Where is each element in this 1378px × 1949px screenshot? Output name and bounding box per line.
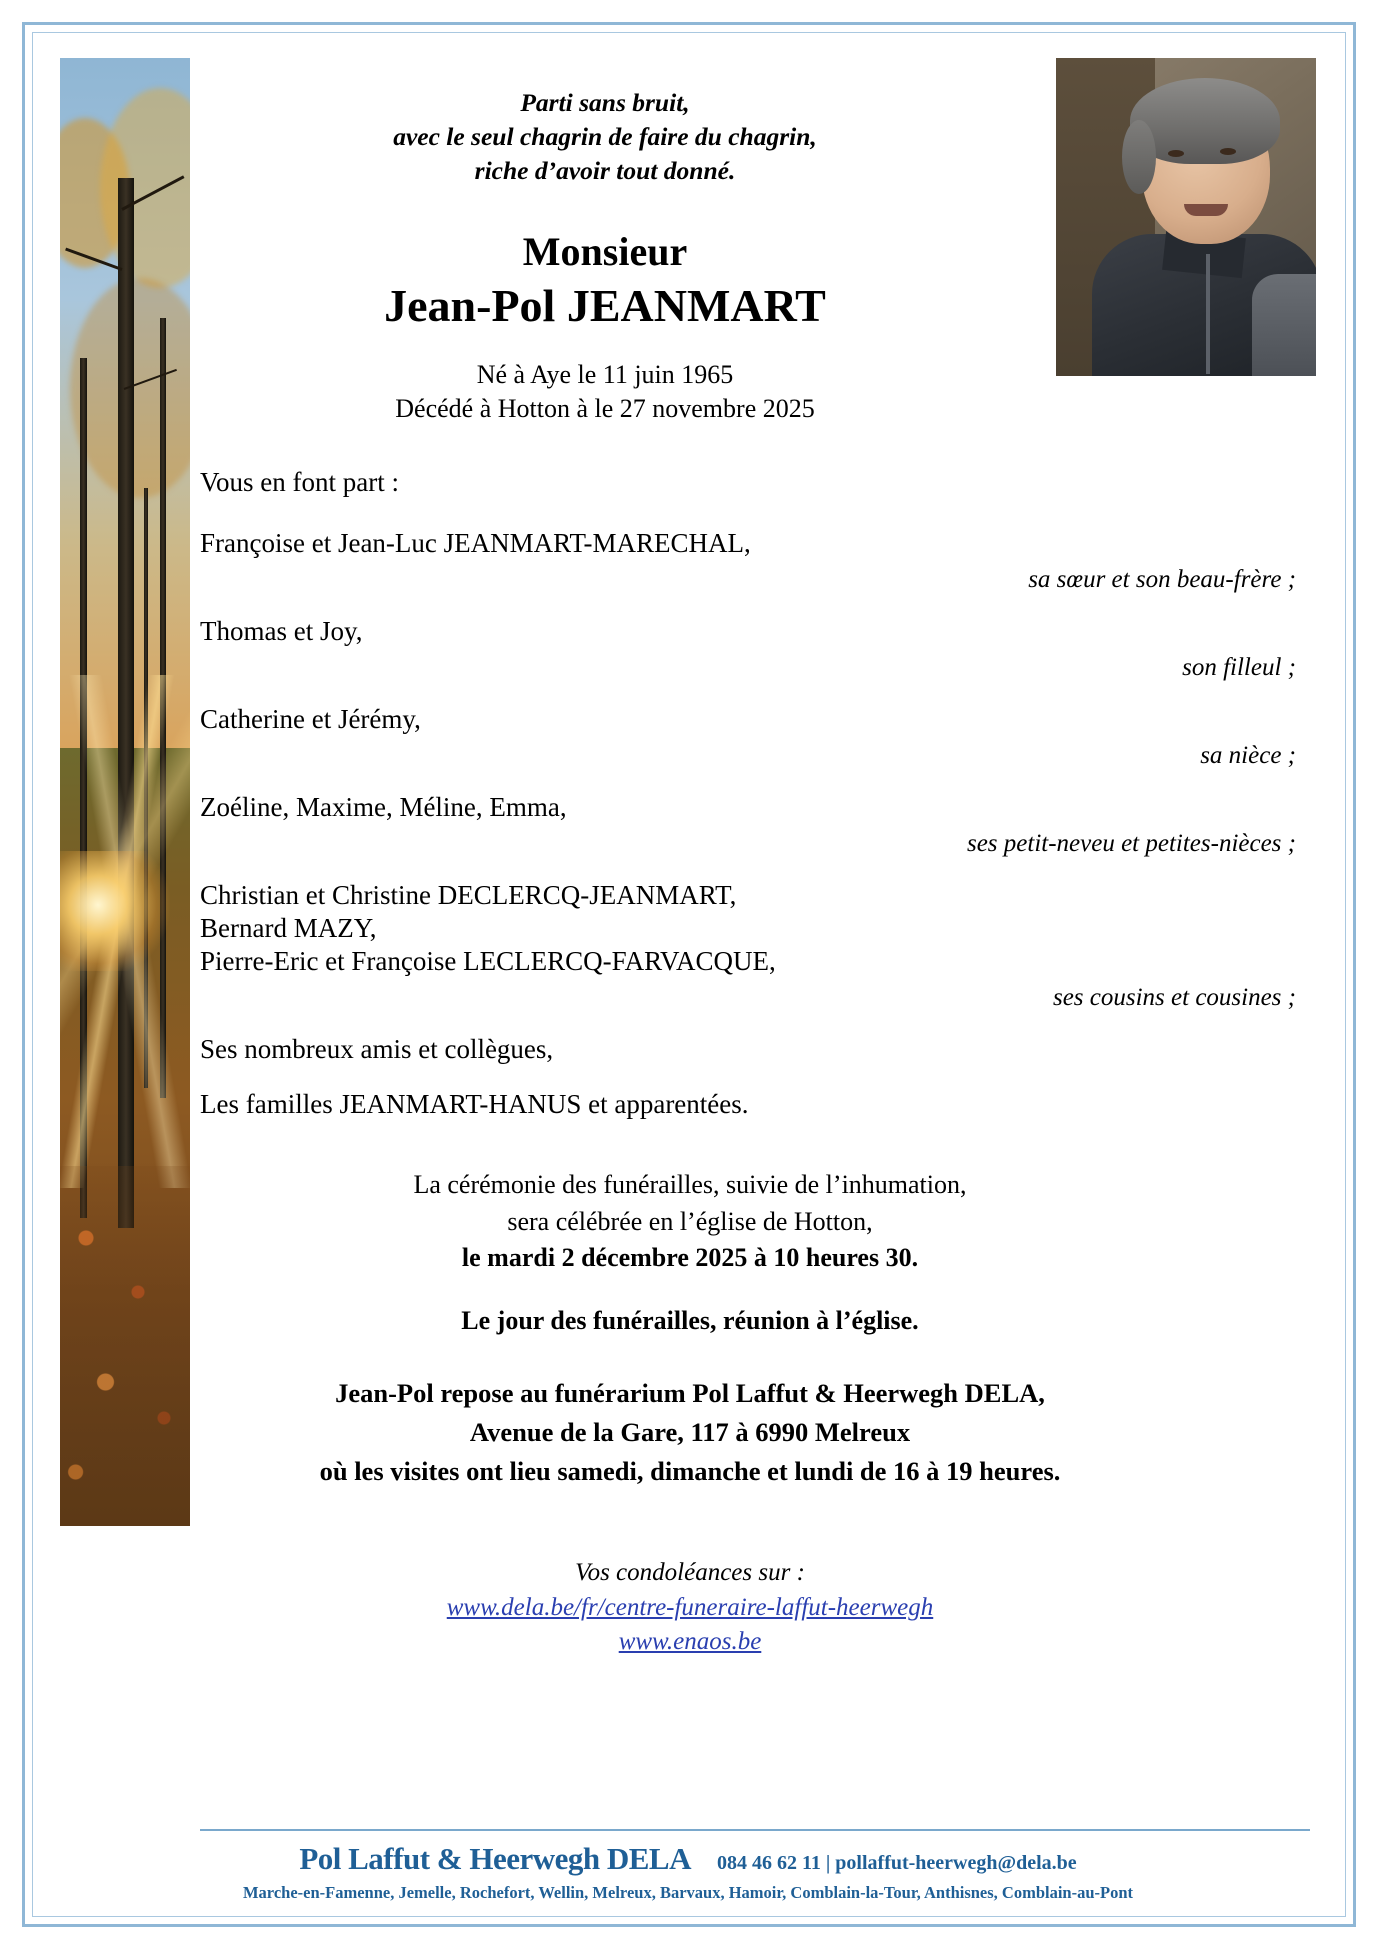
epitaph xyxy=(200,86,1310,188)
family-member-relation: sa sœur et son beau-frère ; xyxy=(1028,566,1296,594)
cousin-name: Christian et Christine DECLERCQ-JEANMART, xyxy=(200,879,737,910)
family-member-relation: sa nièce ; xyxy=(1200,742,1296,770)
memorial-content xyxy=(200,58,1310,1660)
epitaph-line-2: avec le seul chagrin de faire du chagrin, xyxy=(393,122,817,152)
ceremony-line-2: sera célébrée en l’église de Hotton, xyxy=(507,1206,873,1236)
life-dates xyxy=(200,358,1310,426)
announcement-section xyxy=(200,468,1310,1121)
birth-line: Né à Aye le 11 juin 1965 xyxy=(476,360,734,390)
funerarium-section xyxy=(200,1374,1310,1490)
condolences-section xyxy=(200,1556,1310,1660)
family-member-names: Thomas et Joy, xyxy=(200,616,363,647)
funerarium-address: Avenue de la Gare, 117 à 6990 Melreux xyxy=(469,1416,911,1447)
photo-sun xyxy=(60,851,170,971)
honorific: Monsieur xyxy=(522,229,688,275)
company-locations: Marche-en-Famenne, Jemelle, Rochefort, Wellin, Melreux, Barvaux, Hamoir, Comblain-la-Tour, Anthisnes, Comblain-au-Pont xyxy=(242,1883,1134,1902)
epitaph-line-3: riche d’avoir tout donné. xyxy=(474,156,736,186)
company-contact: 084 46 62 11 | pollaffut-heerwegh@dela.be xyxy=(717,1852,1077,1874)
deceased-name: Jean-Pol JEANMART xyxy=(384,280,826,332)
condolences-label: Vos condoléances sur : xyxy=(575,1559,805,1587)
footer-divider xyxy=(200,1829,1310,1831)
cousin-name: Pierre-Eric et Françoise LECLERCQ-FARVACQUE, xyxy=(200,945,776,976)
family-member-names: Catherine et Jérémy, xyxy=(200,704,421,735)
autumn-forest-photo xyxy=(60,58,190,1526)
ceremony-line-1: La cérémonie des funérailles, suivie de l’inhumation, xyxy=(413,1169,967,1199)
family-member-names: Françoise et Jean-Luc JEANMART-MARECHAL, xyxy=(200,528,751,559)
ceremony-section xyxy=(200,1167,1310,1341)
condolences-link-dela[interactable]: www.dela.be/fr/centre-funeraire-laffut-heerwegh xyxy=(446,1593,934,1621)
epitaph-line-1: Parti sans bruit, xyxy=(520,88,690,117)
funerarium-line-1: Jean-Pol repose au funérarium Pol Laffut & Heerwegh DELA, xyxy=(335,1378,1045,1409)
funerarium-visiting-hours: où les visites ont lieu samedi, dimanche et lundi de 16 à 19 heures. xyxy=(319,1455,1061,1486)
death-line: Décédé à Hotton à le 27 novembre 2025 xyxy=(395,394,815,424)
ceremony-datetime: le mardi 2 décembre 2025 à 10 heures 30. xyxy=(461,1243,919,1273)
cousins-relation: ses cousins et cousines ; xyxy=(1052,983,1296,1011)
announcement-lead: Vous en font part : xyxy=(200,467,399,498)
family-member-names: Zoéline, Maxime, Méline, Emma, xyxy=(200,792,567,823)
photo-leaf-litter xyxy=(60,1166,190,1526)
family-member-relation: ses petit-neveu et petites-nièces ; xyxy=(966,829,1296,857)
family-member-relation: son filleul ; xyxy=(1182,654,1296,682)
cousin-name: Bernard MAZY, xyxy=(200,912,377,943)
families-line: Les familles JEANMART-HANUS et apparentées. xyxy=(200,1088,749,1119)
ceremony-gathering: Le jour des funérailles, réunion à l’église. xyxy=(461,1306,919,1336)
friends-line: Ses nombreux amis et collègues, xyxy=(200,1033,554,1064)
company-logo-text: Pol Laffut & Heerwegh DELA xyxy=(299,1841,691,1876)
footer-main-row xyxy=(60,1841,1316,1877)
footer xyxy=(60,1841,1316,1903)
condolences-link-enaos[interactable]: www.enaos.be xyxy=(618,1628,762,1656)
